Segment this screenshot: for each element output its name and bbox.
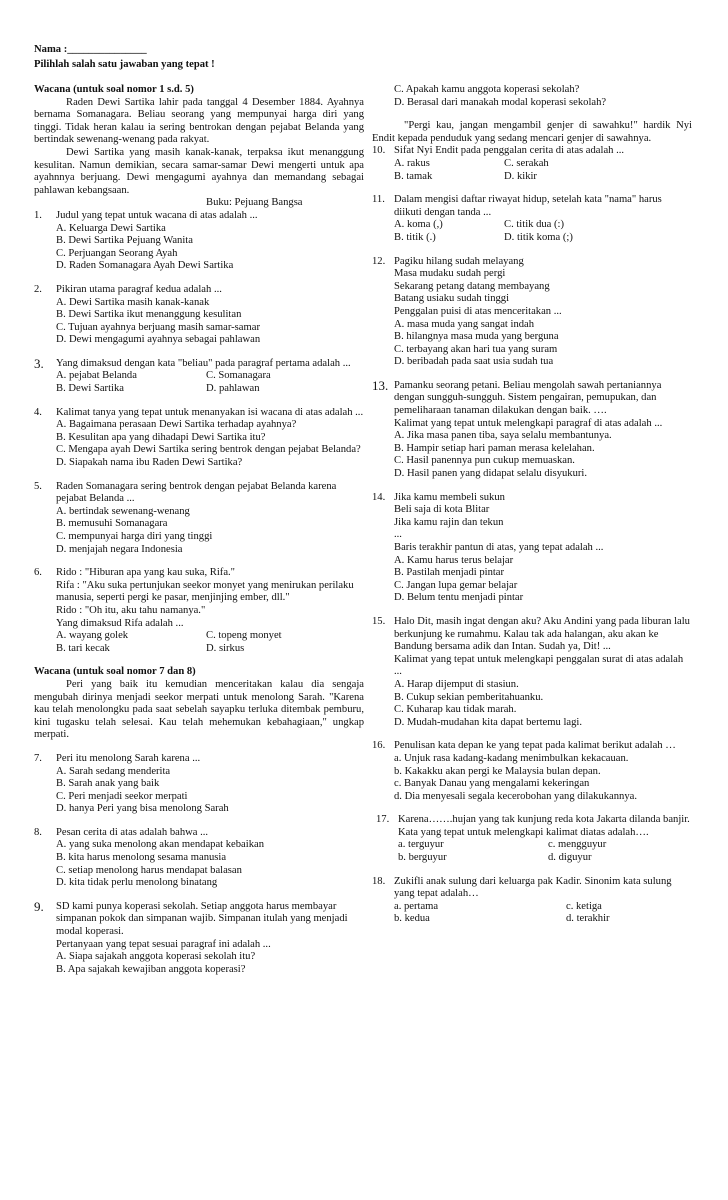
question-text: SD kami punya koperasi sekolah. Setiap anggota harus membayar simpanan pokok dan simpanan wajib. Simpanan itulah yang menjadi modal koperasi. bbox=[56, 900, 348, 938]
option-c[interactable]: C. Somanagara bbox=[206, 370, 271, 382]
option-a[interactable]: A. rakus bbox=[394, 157, 430, 169]
question-18 bbox=[372, 876, 692, 926]
option-b[interactable]: b. berguyur bbox=[398, 852, 447, 864]
question-number: 10. bbox=[372, 145, 386, 157]
question-number: 18. bbox=[372, 875, 386, 887]
option-c[interactable]: C. Jangan lupa gemar belajar bbox=[394, 579, 518, 591]
option-b[interactable]: B. Kesulitan apa yang dihadapi Dewi Sartika itu? bbox=[56, 431, 266, 443]
option-b[interactable]: B. hilangnya masa muda yang berguna bbox=[394, 331, 559, 343]
pantun-line-4: ... bbox=[394, 529, 402, 541]
option-c[interactable]: C. setiap menolong harus mendapat balasan bbox=[56, 864, 242, 876]
option-c[interactable]: c. ketiga bbox=[566, 900, 602, 912]
option-a[interactable]: a. terguyur bbox=[398, 839, 444, 851]
question-15 bbox=[372, 616, 692, 729]
question-text: Karena…….hujan yang tak kunjung reda kota Jakarta dilanda banjir. Kata yang tepat untuk melengkapi kalimat diatas adalah…. bbox=[398, 814, 690, 838]
option-a[interactable]: A. Keluarga Dewi Sartika bbox=[56, 222, 166, 234]
question-16 bbox=[372, 740, 692, 803]
question-13 bbox=[372, 377, 692, 481]
instruction-text: Pilihlah salah satu jawaban yang tepat ! bbox=[34, 59, 215, 70]
question-text: Yang dimaksud dengan kata "beliau" pada paragraf pertama adalah ... bbox=[56, 357, 351, 369]
passage1-paragraph1: Raden Dewi Sartika lahir pada tanggal 4 Desember 1884. Ayahnya bernama Somanagara. Beliau seorang yang mempunyai harga diri yang tinggi. Tidak heran kalau ia sering bentrokan dengan pejabat Belanda yang bertindak sewenang-wenang pada rakyat. bbox=[34, 96, 364, 146]
option-d[interactable]: D. Mudah-mudahan kita dapat bertemu lagi. bbox=[394, 716, 582, 728]
option-b[interactable]: B. memusuhi Somanagara bbox=[56, 518, 168, 530]
option-d[interactable]: D. Hasil panen yang didapat selalu disyukuri. bbox=[394, 468, 587, 480]
option-c[interactable]: C. Kuharap kau tidak marah. bbox=[394, 704, 517, 716]
question-3 bbox=[34, 355, 364, 396]
option-d[interactable]: D. titik koma (;) bbox=[504, 231, 573, 243]
dialogue-line-1: Rido : "Hiburan apa yang kau suka, Rifa." bbox=[56, 567, 235, 579]
option-b[interactable]: B. Dewi Sartika ikut menanggung kesulitan bbox=[56, 309, 242, 321]
option-d[interactable]: D. Raden Somanagara Ayah Dewi Sartika bbox=[56, 260, 234, 272]
option-d[interactable]: D. hanya Peri yang bisa menolong Sarah bbox=[56, 803, 229, 815]
worksheet-header bbox=[34, 44, 684, 74]
question-9-continued bbox=[372, 84, 692, 109]
option-c[interactable]: C. mempunyai harga diri yang tinggi bbox=[56, 531, 213, 542]
option-c[interactable]: C. Perjuangan Seorang Ayah bbox=[56, 247, 178, 259]
option-b[interactable]: b. kedua bbox=[394, 913, 430, 925]
question-prompt: Pertanyaan yang tepat sesuai paragraf ini adalah ... bbox=[56, 938, 271, 950]
option-d[interactable]: D. Dewi mengagumi ayahnya sebagai pahlawan bbox=[56, 334, 261, 346]
option-a[interactable]: A. Harap dijemput di stasiun. bbox=[394, 678, 519, 690]
question-10 bbox=[372, 120, 692, 183]
question-text: Pesan cerita di atas adalah bahwa ... bbox=[56, 826, 209, 838]
question-text: Baris terakhir pantun di atas, yang tepat adalah ... bbox=[394, 542, 604, 553]
poem-line-2: Masa mudaku sudah pergi bbox=[394, 268, 506, 280]
question-number: 6. bbox=[34, 567, 42, 579]
question-text: Peri itu menolong Sarah karena ... bbox=[56, 752, 201, 764]
option-a[interactable]: A. bertindak sewenang-wenang bbox=[56, 505, 190, 517]
question-text: Dalam mengisi daftar riwayat hidup, setelah kata "nama" harus diikuti dengan tanda ... bbox=[394, 194, 662, 218]
option-a[interactable]: A. Dewi Sartika masih kanak-kanak bbox=[56, 296, 210, 308]
question-number: 12. bbox=[372, 255, 386, 267]
question-text: Penulisan kata depan ke yang tepat pada kalimat berikut adalah … bbox=[394, 740, 676, 752]
pantun-line-3: Jika kamu rajin dan tekun bbox=[394, 516, 504, 528]
name-field-line: Nama :_______________ bbox=[34, 44, 147, 55]
option-a[interactable]: A. Bagaimana perasaan Dewi Sartika terhadap ayahnya? bbox=[56, 419, 297, 431]
option-a[interactable]: A. yang suka menolong akan mendapat kebaikan bbox=[56, 839, 264, 851]
question-prompt: Kalimat yang tepat untuk melengkapi paragraf di atas adalah ... bbox=[394, 417, 663, 429]
option-c[interactable]: C. serakah bbox=[504, 157, 549, 169]
option-c[interactable]: C. terbayang akan hari tua yang suram bbox=[394, 343, 558, 355]
question-5 bbox=[34, 481, 364, 557]
option-d[interactable]: d. terakhir bbox=[566, 913, 610, 925]
option-c[interactable]: C. titik dua (:) bbox=[504, 219, 565, 231]
question-text: Judul yang tepat untuk wacana di atas adalah ... bbox=[56, 209, 258, 221]
option-d[interactable]: D. kikir bbox=[504, 170, 537, 182]
option-b[interactable]: B. Pastilah menjadi pintar bbox=[394, 567, 505, 579]
left-column bbox=[34, 84, 364, 976]
letter-text: Halo Dit, masih ingat dengan aku? Aku Andini yang pada liburan lalu berkunjung ke rumahmu. Kalau tak ada halangan, aku akan ke Bandung bersama adik dan Intan. Sudah ya, Dit! ... bbox=[394, 615, 690, 653]
option-a[interactable]: A. Siapa sajakah anggota koperasi sekolah itu? bbox=[56, 951, 256, 963]
option-b[interactable]: B. Dewi Sartika Pejuang Wanita bbox=[56, 235, 193, 247]
question-11 bbox=[372, 194, 692, 244]
question-4 bbox=[34, 407, 364, 470]
right-column bbox=[372, 84, 692, 926]
dialogue-line-2: Rifa : "Aku suka pertunjukan seekor monyet yang menirukan perilaku manusia, seperti pergi ke pasar, menjinjing ember, dll." bbox=[56, 579, 354, 604]
option-c[interactable]: C. Hasil panennya pun cukup memuaskan. bbox=[394, 455, 575, 467]
question-number: 1. bbox=[34, 209, 42, 221]
question-number: 4. bbox=[34, 406, 42, 418]
option-d[interactable]: D. menjajah negara Indonesia bbox=[56, 543, 183, 555]
option-d[interactable]: D. pahlawan bbox=[206, 383, 260, 395]
question-number: 7. bbox=[34, 752, 42, 764]
question-number: 5. bbox=[34, 480, 42, 492]
question-number: 2. bbox=[34, 283, 42, 295]
question-7 bbox=[34, 753, 364, 816]
question-text: Penggalan puisi di atas menceritakan ... bbox=[394, 305, 562, 317]
dialogue-line-3: Rido : "Oh itu, aku tahu namanya." bbox=[56, 604, 206, 616]
option-d[interactable]: D. sirkus bbox=[206, 642, 245, 654]
question-number: 15. bbox=[372, 615, 386, 627]
option-b[interactable]: B. Apa sajakah kewajiban anggota koperasi? bbox=[56, 963, 246, 975]
question-text: Kalimat yang tepat untuk melengkapi penggalan surat di atas adalah ... bbox=[394, 653, 684, 678]
option-a[interactable]: A. Jika masa panen tiba, saya selalu membantunya. bbox=[394, 430, 612, 442]
passage2-paragraph: Peri yang baik itu kemudian menceritakan kalau dia sengaja mengubah dirinya menjadi seekor merpati untuk menolong Sarah. "Karena kau telah menolongku pada saat sebelah sayapku terluka ditembak pemburu, kini tugasku telah selesai. Kau telah mehemukan kebahagiaan," ungkap merpati. bbox=[34, 678, 364, 741]
option-d[interactable]: d. diguyur bbox=[548, 852, 592, 864]
option-b[interactable]: B. kita harus menolong sesama manusia bbox=[56, 852, 227, 864]
question-number: 14. bbox=[372, 491, 386, 503]
option-a[interactable]: A. wayang golek bbox=[56, 630, 129, 642]
question-text: Kalimat tanya yang tepat untuk menanyakan isi wacana di atas adalah ... bbox=[56, 406, 364, 418]
question-number: 11. bbox=[372, 194, 385, 206]
question-9 bbox=[34, 898, 364, 977]
question-number: 3. bbox=[34, 355, 44, 371]
option-a[interactable]: A. koma (,) bbox=[394, 219, 443, 231]
question-12 bbox=[372, 256, 692, 369]
option-b[interactable]: B. Cukup sekian pemberitahuanku. bbox=[394, 691, 544, 703]
option-a[interactable]: a. pertama bbox=[394, 900, 439, 912]
option-b[interactable]: B. tamak bbox=[394, 170, 433, 182]
option-c[interactable]: c. mengguyur bbox=[548, 839, 607, 851]
question-text: Yang dimaksud Rifa adalah ... bbox=[56, 617, 184, 629]
option-b[interactable]: B. Dewi Sartika bbox=[56, 383, 124, 395]
option-b[interactable]: B. tari kecak bbox=[56, 642, 110, 654]
question-number: 16. bbox=[372, 740, 386, 752]
question-number: 9. bbox=[34, 898, 44, 914]
question-1 bbox=[34, 210, 364, 273]
passage1-paragraph2: Dewi Sartika yang masih kanak-kanak, terpaksa ikut menanggung kesulitan. Namun demikian, secara samar-samar Dewi mengerti untuk apa ayahnnya berjuang. Dewi mengagumi ayahnya dan memandang sebagai pahlawan kebangsaan. bbox=[34, 146, 364, 196]
option-d[interactable]: d. Dia menyesali segala kecerobohan yang dilakukannya. bbox=[394, 790, 637, 802]
option-d[interactable]: D. beribadah pada saat usia sudah tua bbox=[394, 356, 554, 368]
option-b[interactable]: B. titik (.) bbox=[394, 231, 436, 243]
passage1-title: Wacana (untuk soal nomor 1 s.d. 5) bbox=[34, 84, 194, 95]
option-a[interactable]: A. Sarah sedang menderita bbox=[56, 765, 171, 777]
option-c[interactable]: C. Peri menjadi seekor merpati bbox=[56, 790, 188, 802]
passage1-source: Buku: Pejuang Bangsa bbox=[206, 197, 303, 209]
poem-line-3: Sekarang petang datang membayang bbox=[394, 280, 550, 292]
question-number: 17. bbox=[376, 814, 390, 826]
option-d[interactable]: D. kita tidak perlu menolong binatang bbox=[56, 877, 218, 889]
option-a[interactable]: a. Unjuk rasa kadang-kadang menimbulkan kekacauan. bbox=[394, 752, 629, 764]
option-d[interactable]: D. Berasal dari manakah modal koperasi sekolah? bbox=[394, 96, 607, 108]
poem-line-4: Batang usiaku sudah tinggi bbox=[394, 293, 510, 305]
question-number: 8. bbox=[34, 826, 42, 838]
question-text: Raden Somanagara sering bentrok dengan pejabat Belanda karena pejabat Belanda ... bbox=[56, 480, 337, 505]
poem-line-1: Pagiku hilang sudah melayang bbox=[394, 255, 524, 267]
question-17 bbox=[372, 814, 692, 864]
option-c[interactable]: C. Mengapa ayah Dewi Sartika sering bentrok dengan pejabat Belanda? bbox=[56, 444, 361, 456]
question-number: 13. bbox=[372, 377, 389, 393]
option-d[interactable]: D. Siapakah nama ibu Raden Dewi Sartika? bbox=[56, 457, 243, 469]
option-c[interactable]: C. Tujuan ayahnya berjuang masih samar-samar bbox=[56, 321, 260, 333]
question-6 bbox=[34, 567, 364, 655]
passage2-title: Wacana (untuk soal nomor 7 dan 8) bbox=[34, 666, 196, 678]
option-c[interactable]: C. Apakah kamu anggota koperasi sekolah? bbox=[394, 84, 580, 95]
question-text: Zukifli anak sulung dari keluarga pak Kadir. Sinonim kata sulung yang tepat adalah… bbox=[394, 875, 672, 900]
question-2 bbox=[34, 284, 364, 347]
option-a[interactable]: A. masa muda yang sangat indah bbox=[394, 318, 535, 330]
option-a[interactable]: A. Kamu harus terus belajar bbox=[394, 554, 514, 566]
option-d[interactable]: D. Belum tentu menjadi pintar bbox=[394, 592, 524, 604]
option-c[interactable]: c. Banyak Danau yang mengalami kekeringan bbox=[394, 778, 590, 790]
option-c[interactable]: C. topeng monyet bbox=[206, 630, 282, 642]
option-a[interactable]: A. pejabat Belanda bbox=[56, 370, 137, 382]
question-text: Pikiran utama paragraf kedua adalah ... bbox=[56, 283, 222, 295]
option-b[interactable]: B. Hampir setiap hari paman merasa kelelahan. bbox=[394, 442, 595, 454]
quote-text: "Pergi kau, jangan mengambil genjer di sawahku!" hardik Nyi Endit kepada penduduk yang sedang mencari genjer di sawahnya. bbox=[372, 120, 692, 144]
pantun-line-2: Beli saja di kota Blitar bbox=[394, 504, 490, 516]
question-text: Pamanku seorang petani. Beliau mengolah sawah pertaniannya dengan sungguh-sungguh. Sistem pengairan, pemupukan, dan pemeliharaan tanaman dilakukan dengan baik. …. bbox=[394, 379, 662, 417]
option-b[interactable]: B. Sarah anak yang baik bbox=[56, 778, 160, 790]
question-14 bbox=[372, 492, 692, 605]
option-b[interactable]: b. Kakakku akan pergi ke Malaysia bulan depan. bbox=[394, 765, 601, 777]
question-8 bbox=[34, 827, 364, 890]
pantun-line-1: Jika kamu membeli sukun bbox=[394, 491, 505, 503]
question-text: Sifat Nyi Endit pada penggalan cerita di atas adalah ... bbox=[394, 145, 625, 157]
